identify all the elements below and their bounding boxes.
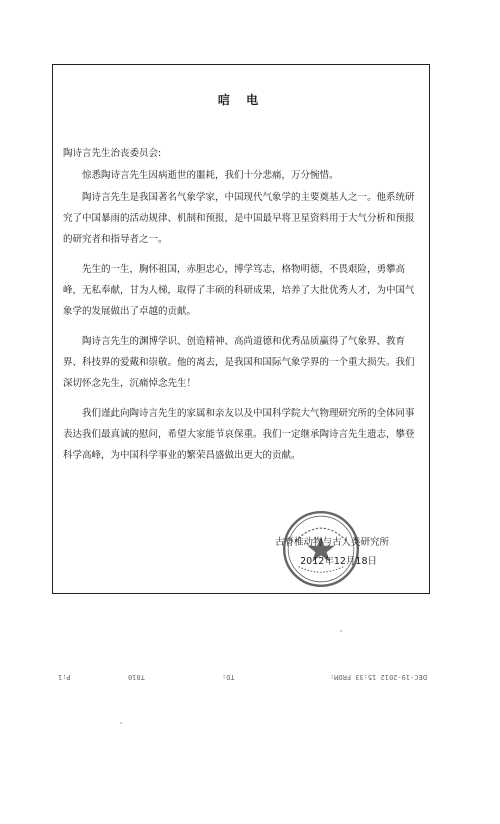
fax-page: P:1 — [58, 673, 71, 681]
scan-speck — [120, 722, 122, 724]
signature-date: 2012年12月18日 — [300, 556, 377, 567]
fax-number: T010 — [128, 673, 145, 681]
fax-to-label: TO: — [222, 673, 235, 681]
paragraph-2: 陶诗言先生是我国著名气象学家，中国现代气象学的主要奠基人之一。他系统研究了中国暴雨的活动规律、机制和预报，是中国最早将卫星资料用于大气分析和预报的研究者和指导者之一。 — [63, 192, 415, 245]
letter-body — [63, 143, 421, 466]
letter-title: 唁 电 — [217, 93, 265, 107]
letter-frame — [52, 64, 430, 594]
signature-organization: 古脊椎动物与古人类研究所 — [274, 537, 389, 548]
signature-block — [275, 533, 389, 571]
scan-speck — [340, 630, 342, 632]
salutation: 陶诗言先生治丧委员会: — [63, 148, 162, 159]
paragraph-4: 陶诗言先生的渊博学识、创造精神、高尚道德和优秀品质赢得了气象界、教育界、科技界的爱戴和崇敬。他的离去，是我国和国际气象学界的一个重大损失。我们深切怀念先生，沉痛悼念先生！ — [63, 336, 415, 389]
paragraph-3: 先生的一生，胸怀祖国，赤胆忠心，博学笃志，格物明德，不畏艰险，勇攀高峰，无私奉献，甘为人梯，取得了丰硕的科研成果，培养了大批优秀人才，为中国气象学的发展做出了卓越的贡献。 — [63, 264, 415, 317]
fax-sender-line: DEC-19-2012 15:33 FROM: — [330, 673, 427, 681]
paragraph-1: 惊悉陶诗言先生因病逝世的噩耗，我们十分悲痛，万分惋惜。 — [82, 170, 339, 181]
paragraph-5: 我们谨此向陶诗言先生的家属和亲友以及中国科学院大气物理研究所的全体同事表达我们最真诚的慰问，希望大家能节哀保重。我们一定继承陶诗言先生遗志，攀登科学高峰，为中国科学事业的繁荣昌盛做出更大的贡献。 — [63, 408, 415, 461]
